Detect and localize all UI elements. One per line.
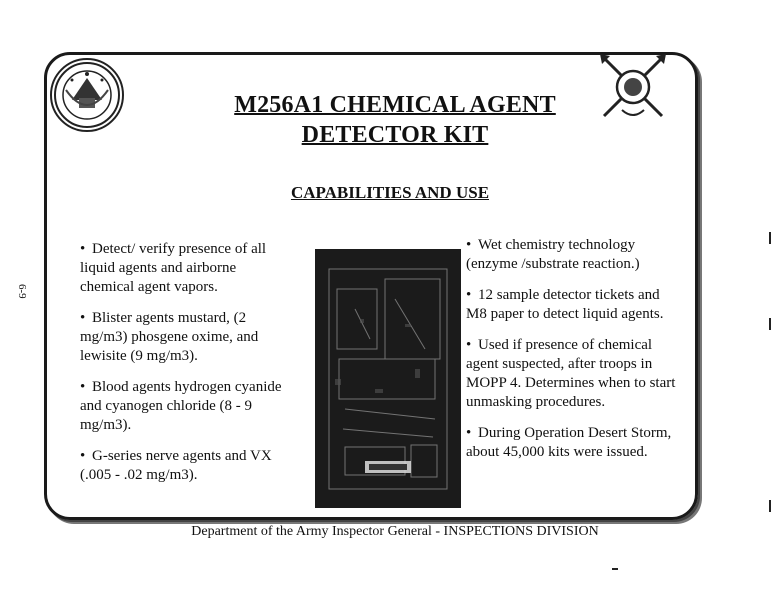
inspector-general-crest-icon [596, 50, 670, 124]
list-item [80, 240, 290, 297]
bullet-dot: • [466, 425, 472, 441]
list-item [80, 309, 290, 366]
list-item [466, 424, 681, 462]
bullet-text: G-series nerve agents and VX (.005 - .02 mg/m3). [80, 448, 272, 483]
left-bullet-list [80, 240, 290, 497]
bullet-text: Blood agents hydrogen cyanide and cyanogen chloride (8 - 9 mg/m3). [80, 379, 282, 433]
list-item [466, 336, 681, 412]
bullet-dot: • [80, 379, 86, 395]
list-item [80, 378, 290, 435]
title-line-1: M256A1 CHEMICAL AGENT [234, 92, 556, 118]
bullet-dot: • [466, 287, 472, 303]
bullet-dot: • [466, 237, 472, 253]
page-footer: Department of the Army Inspector General - INSPECTIONS DIVISION [191, 524, 599, 539]
slide-subtitle: CAPABILITIES AND USE [290, 183, 490, 202]
bullet-text: During Operation Desert Storm, about 45,000 kits were issued. [466, 425, 672, 460]
bullet-text: Wet chemistry technology (enzyme /substrate reaction.) [466, 237, 640, 272]
list-item [466, 236, 681, 274]
page-number: 6-9 [16, 284, 28, 299]
detector-kit-photo [315, 249, 461, 508]
bullet-dot: • [80, 310, 86, 326]
slide-title [190, 90, 600, 150]
scan-speck [612, 568, 618, 570]
bullet-dot: • [80, 448, 86, 464]
bullet-dot: • [80, 241, 86, 257]
title-line-2: DETECTOR KIT [301, 122, 489, 148]
bullet-dot: • [466, 337, 472, 353]
scan-speck [769, 500, 771, 512]
bullet-text: Blister agents mustard, (2 mg/m3) phosgene oxime, and lewisite (9 mg/m3). [80, 310, 259, 364]
scan-speck [769, 318, 771, 330]
army-seal-icon [50, 58, 124, 132]
scan-speck [769, 232, 771, 244]
list-item [466, 286, 681, 324]
bullet-text: 12 sample detector tickets and M8 paper to detect liquid agents. [466, 287, 664, 322]
right-bullet-list [466, 236, 681, 474]
bullet-text: Used if presence of chemical agent suspected, after troops in MOPP 4. Determines when to start unmasking procedures. [466, 337, 676, 410]
bullet-text: Detect/ verify presence of all liquid agents and airborne chemical agent vapors. [80, 241, 267, 295]
list-item [80, 447, 290, 485]
